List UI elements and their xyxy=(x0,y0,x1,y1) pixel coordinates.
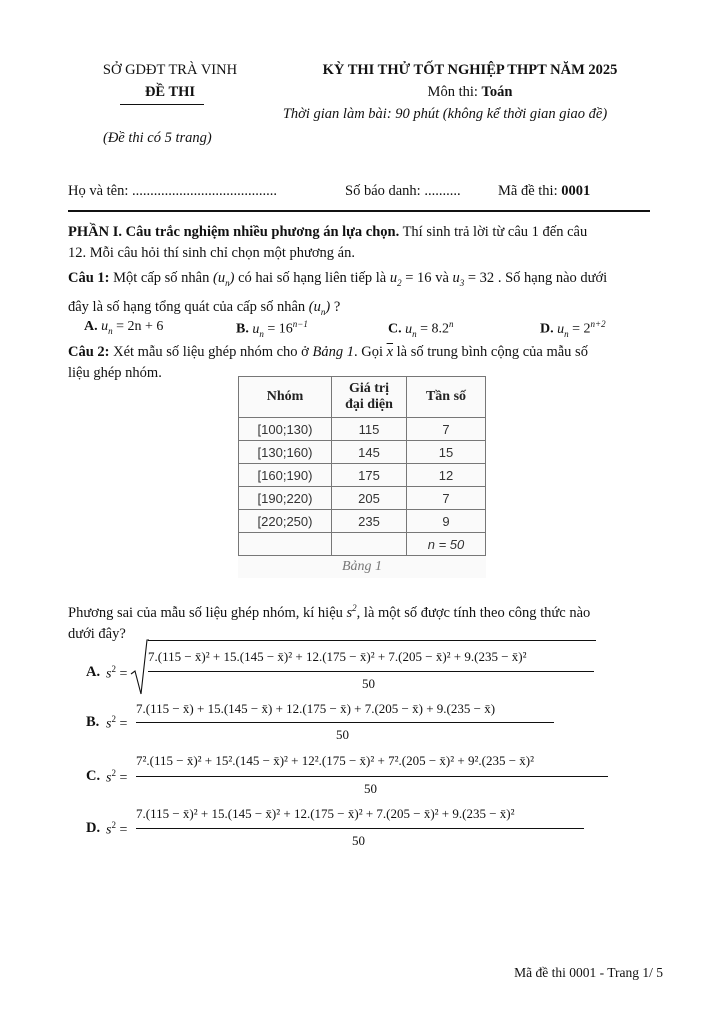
option-c-lhs: $s^2$ = xyxy=(106,768,128,786)
option-d-denominator: 50 xyxy=(352,833,365,848)
option-a-un: $u_n$ xyxy=(101,319,113,336)
option-b-lhs: $s^2$ = xyxy=(106,714,128,732)
cell-midpoint: 235 xyxy=(332,510,407,533)
cell-midpoint: 205 xyxy=(332,487,407,510)
cell-empty xyxy=(332,533,407,556)
variance-symbol: $s^2$ xyxy=(346,603,357,621)
q2-option-b-label: B. xyxy=(86,714,100,730)
q1-text-a: Một cấp số nhân xyxy=(109,270,213,286)
data-table-container xyxy=(238,376,486,578)
option-a-fraction-line xyxy=(148,671,594,672)
option-a-denominator: 50 xyxy=(362,676,375,691)
header-underline xyxy=(120,104,204,105)
sqrt-sign xyxy=(130,638,150,698)
q1-option-b-exp: n−1 xyxy=(292,319,308,329)
q1-and: và xyxy=(431,270,453,286)
q1-option-d-expr: = 2 xyxy=(572,321,591,337)
option-d-un: $u_n$ xyxy=(557,321,569,339)
header-group: Nhóm xyxy=(239,377,332,418)
cell-empty xyxy=(239,533,332,556)
cell-group: [190;220) xyxy=(239,487,332,510)
mean-symbol: $\overline{x}$ xyxy=(386,344,394,360)
table-row xyxy=(239,418,486,441)
q1-option-b-expr: = 16 xyxy=(267,321,293,337)
option-d-numerator: 7.(115 − x̄)² + 15.(145 − x̄)² + 12.(175 − x̄)² + 7.(205 − x̄)² + 9.(235 − x̄)² xyxy=(136,806,515,821)
table-header-row xyxy=(239,377,486,418)
cell-group: [100;130) xyxy=(239,418,332,441)
option-b-numerator: 7.(115 − x̄) + 15.(145 − x̄) + 12.(175 − x̄) + 7.(205 − x̄) + 9.(235 − x̄) xyxy=(136,701,496,716)
table-total-row xyxy=(239,533,486,556)
table-row xyxy=(239,510,486,533)
q1-option-a-expr: = 2n + 6 xyxy=(116,319,164,334)
option-c-un: $u_n$ xyxy=(405,321,417,339)
option-b-un: $u_n$ xyxy=(252,321,264,339)
u2-value: = 16 xyxy=(405,270,432,286)
option-d-lhs: $s^2$ = xyxy=(106,820,128,838)
subject-name: Toán xyxy=(481,84,513,100)
sequence-symbol-2: $(u_n)$ xyxy=(308,298,331,317)
option-b-denominator: 50 xyxy=(336,727,349,742)
department-name: SỞ GDĐT TRÀ VINH xyxy=(102,62,238,78)
table-row xyxy=(239,487,486,510)
q1-text-b: có hai số hạng liên tiếp là xyxy=(238,270,390,286)
cell-frequency: 9 xyxy=(407,510,486,533)
q2-option-c-label: C. xyxy=(86,768,101,784)
cell-group: [130;160) xyxy=(239,441,332,464)
option-c-numerator: 7².(115 − x̄)² + 15².(145 − x̄)² + 12².(175 − x̄)² + 7².(205 − x̄)² + 9².(235 − x̄)² xyxy=(136,753,535,768)
variance-question xyxy=(68,598,663,645)
q2-label: Câu 2: xyxy=(68,344,110,360)
u2-term: $u_2 = 16$ xyxy=(389,270,432,288)
table-row xyxy=(239,441,486,464)
q1-option-c-exp: n xyxy=(449,319,454,329)
option-b-fraction-line xyxy=(136,722,554,723)
table-row xyxy=(239,464,486,487)
pages-note: (Đề thi có 5 trang) xyxy=(103,130,212,146)
part-instructions xyxy=(68,222,663,264)
cell-midpoint: 175 xyxy=(332,464,407,487)
cell-midpoint: 115 xyxy=(332,418,407,441)
q2-text-b: . Gọi xyxy=(353,344,387,360)
q2-option-a-label: A. xyxy=(86,664,101,680)
q1-option-b-label: B. xyxy=(236,321,249,337)
q2-option-d-label: D. xyxy=(86,820,101,836)
q2-text-c: là số trung bình cộng của mẫu số xyxy=(393,344,588,360)
option-d-fraction-line xyxy=(136,828,584,829)
q1-line2: đây là số hạng tổng quát của cấp số nhân xyxy=(68,298,309,315)
sqrt-bar xyxy=(148,640,596,641)
u3-term: $u_3 = 32$ xyxy=(452,270,495,288)
part-title: PHẦN I. Câu trắc nghiệm nhiều phương án lựa chọn. xyxy=(68,224,400,240)
q2-line2: liệu ghép nhóm. xyxy=(68,365,162,381)
exam-title: KỲ THI THỬ TỐT NGHIỆP THPT NĂM 2025 xyxy=(322,62,618,78)
exam-code-label: Mã đề thi: xyxy=(498,183,562,199)
q1-option-a-label: A. xyxy=(84,319,98,334)
candidate-name: Họ và tên: ........................................ xyxy=(68,183,278,199)
candidate-id: Số báo danh: .......... xyxy=(345,183,461,199)
table-caption: Bảng 1 xyxy=(341,559,383,574)
q1-option-d[interactable] xyxy=(540,319,606,338)
cell-total: n = 50 xyxy=(407,533,486,556)
q1-option-c[interactable] xyxy=(388,319,454,338)
option-a-lhs: $s^2$ = xyxy=(106,664,128,682)
variance-q-a: Phương sai của mẫu số liệu ghép nhóm, kí hiệu xyxy=(68,604,347,621)
part-instr-2: 12. Mỗi câu hỏi thí sinh chỉ chọn một phương án. xyxy=(68,245,355,261)
question-1 xyxy=(68,266,663,324)
variance-q-b: , là một số được tính theo công thức nào xyxy=(356,604,591,621)
cell-frequency: 12 xyxy=(407,464,486,487)
header-frequency: Tần số xyxy=(407,377,486,418)
q1-option-c-expr: = 8.2 xyxy=(420,321,450,337)
q1-option-d-label: D. xyxy=(540,321,554,337)
cell-frequency: 15 xyxy=(407,441,486,464)
q1-option-c-label: C. xyxy=(388,321,402,337)
q1-option-a[interactable] xyxy=(84,319,163,336)
cell-midpoint: 145 xyxy=(332,441,407,464)
q1-text-c: . Số hạng nào dưới xyxy=(497,270,608,286)
u3-value: = 32 xyxy=(467,270,495,286)
exam-code xyxy=(498,183,590,200)
q2-text-a: Xét mẫu số liệu ghép nhóm cho ở xyxy=(109,344,313,360)
exam-code-value: 0001 xyxy=(561,183,591,199)
cell-group: [160;190) xyxy=(239,464,332,487)
grouped-data-table xyxy=(238,376,486,556)
option-c-denominator: 50 xyxy=(364,781,377,796)
sequence-symbol: $(u_n)$ xyxy=(213,270,235,288)
page-footer: Mã đề thi 0001 - Trang 1/ 5 xyxy=(514,965,663,980)
option-c-fraction-line xyxy=(136,776,608,777)
option-a-numerator: 7.(115 − x̄)² + 15.(145 − x̄)² + 12.(175 − x̄)² + 7.(205 − x̄)² + 9.(235 − x̄)² xyxy=(148,649,527,664)
cell-group: [220;250) xyxy=(239,510,332,533)
cell-frequency: 7 xyxy=(407,418,486,441)
q1-label: Câu 1: xyxy=(68,270,110,286)
subject-line xyxy=(300,84,640,101)
cell-frequency: 7 xyxy=(407,487,486,510)
document-type: ĐỀ THI xyxy=(144,84,196,100)
part-instr-1: Thí sinh trả lời từ câu 1 đến câu xyxy=(399,224,588,240)
subject-label: Môn thi: xyxy=(427,84,482,100)
variance-q-line2: dưới đây? xyxy=(68,625,126,642)
q1-line2-end: ? xyxy=(333,298,341,315)
q2-table-ref: Bảng 1 xyxy=(312,344,354,360)
separator-line xyxy=(68,210,650,212)
header-midpoint: Giá trị đại diện xyxy=(332,377,407,418)
q1-option-b[interactable] xyxy=(236,319,308,338)
time-allowed: Thời gian làm bài: 90 phút (không kể thời gian giao đề) xyxy=(282,106,608,122)
q1-option-d-exp: n+2 xyxy=(590,319,606,329)
